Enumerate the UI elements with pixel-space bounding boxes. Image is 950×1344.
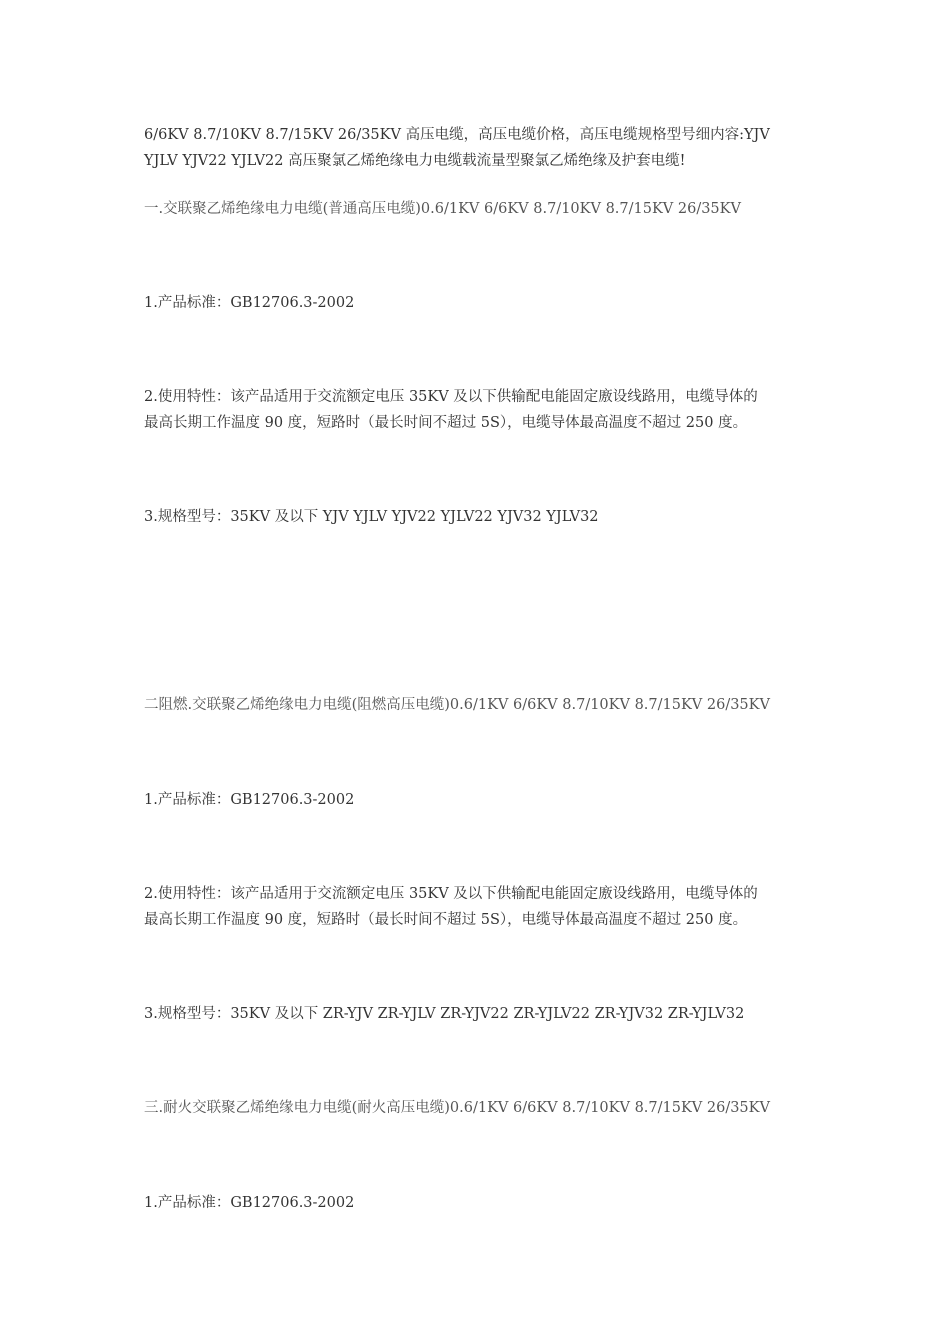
section-3-heading: 三.耐火交联聚乙烯绝缘电力电缆(耐火高压电缆)0.6/1KV 6/6KV 8.7/10KV 8.7/15KV 26/35KV xyxy=(144,1100,770,1116)
section-1-heading: 一.交联聚乙烯绝缘电力电缆(普通高压电缆)0.6/1KV 6/6KV 8.7/10KV 8.7/15KV 26/35KV xyxy=(144,201,741,217)
section-3-standard: 1.产品标准：GB12706.3-2002 xyxy=(144,1195,355,1211)
section-1-standard: 1.产品标准：GB12706.3-2002 xyxy=(144,295,355,311)
section-2-feature-line-2: 最高长期工作温度 90 度，短路时（最长时间不超过 5S），电缆导体最高温度不超过 250 度。 xyxy=(144,912,748,928)
section-2-models: 3.规格型号：35KV 及以下 ZR-YJV ZR-YJLV ZR-YJV22 ZR-YJLV22 ZR-YJV32 ZR-YJLV32 xyxy=(144,1006,745,1022)
intro-line-1: 6/6KV 8.7/10KV 8.7/15KV 26/35KV 高压电缆，高压电缆价格，高压电缆规格型号细内容:YJV xyxy=(144,127,770,143)
intro-line-2: YJLV YJV22 YJLV22 高压聚氯乙烯绝缘电力电缆载流量型聚氯乙烯绝缘及护套电缆! xyxy=(144,153,686,169)
section-1-models: 3.规格型号：35KV 及以下 YJV YJLV YJV22 YJLV22 YJV32 YJLV32 xyxy=(144,509,599,525)
section-2-standard: 1.产品标准：GB12706.3-2002 xyxy=(144,792,355,808)
section-2-feature-line-1: 2.使用特性：该产品适用于交流额定电压 35KV 及以下供输配电能固定廒设线路用，电缆导体的 xyxy=(144,886,758,902)
section-1-feature-line-2: 最高长期工作温度 90 度，短路时（最长时间不超过 5S），电缆导体最高温度不超过 250 度。 xyxy=(144,415,748,431)
section-2-heading: 二阻燃.交联聚乙烯绝缘电力电缆(阻燃高压电缆)0.6/1KV 6/6KV 8.7/10KV 8.7/15KV 26/35KV xyxy=(144,697,770,713)
section-1-feature-line-1: 2.使用特性：该产品适用于交流额定电压 35KV 及以下供输配电能固定廒设线路用，电缆导体的 xyxy=(144,389,758,405)
